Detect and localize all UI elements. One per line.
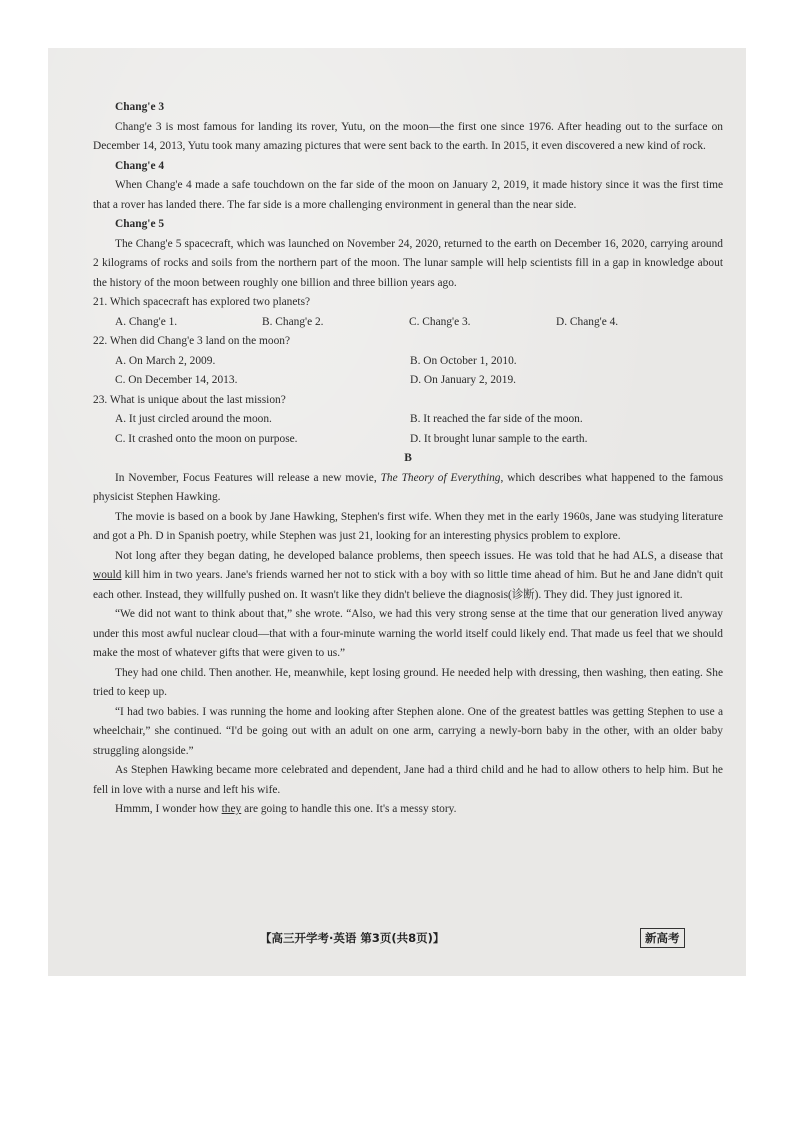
option-21-b: B. Chang'e 2. <box>262 315 324 328</box>
p1-text-before: In November, Focus Features will release a new movie, <box>115 471 381 484</box>
option-22-a: A. On March 2, 2009. <box>115 354 216 367</box>
option-21-c: C. Chang'e 3. <box>409 315 471 328</box>
passage-b-paragraph-4: “We did not want to think about that,” she wrote. “Also, we had this very strong sense at the time that our generation lived anyway under this most awful nuclear cloud—that with a four-minute warning the world itself could likely end. That made us feel that we should make the most of whatever gifts that were given to us.” <box>93 608 723 659</box>
passage-b-paragraph-6: “I had two babies. I was running the home and looking after Stephen alone. One of the greatest battles was getting Stephen to use a wheelchair,” she continued. “I'd be going out with an adult on one arm, carrying a newly-born baby in the other, with an older baby struggling alongside.” <box>93 705 723 757</box>
p8-text-after: are going to handle this one. It's a messy story. <box>241 803 457 815</box>
option-23-c: C. It crashed onto the moon on purpose. <box>115 432 298 445</box>
p1-text-after: , which describes what happened to the famous physicist Stephen Hawking. <box>93 471 723 503</box>
option-21-d: D. Chang'e 4. <box>556 315 619 328</box>
option-23-a: A. It just circled around the moon. <box>115 413 272 425</box>
option-22-c: C. On December 14, 2013. <box>115 374 238 386</box>
option-22-b: B. On October 1, 2010. <box>410 354 517 367</box>
question-23-options-row1 <box>93 410 723 430</box>
option-23-b: B. It reached the far side of the moon. <box>410 413 583 425</box>
p8-text-before: Hmmm, I wonder how <box>115 803 222 815</box>
question-22-options-row1 <box>93 352 723 372</box>
passage-b-paragraph-2: The movie is based on a book by Jane Hawking, Stephen's first wife. When they met in the early 1960s, Jane was studying literature and got a Ph. D in Spanish poetry, while Stephen was just 21, looking for an interesting physics problem to explore. <box>93 510 723 542</box>
section-heading-change3: Chang'e 3 <box>115 101 165 113</box>
question-21-options <box>93 313 723 333</box>
p3-text-after: kill him in two years. Jane's friends warned her not to stick with a boy with so little time ahead of him. But he and Jane didn't quit each other. Instead, they willfully pushed on. It wasn't like they didn't believe the diagnosis(诊断). They did. They just ignored it. <box>93 569 723 601</box>
underlined-they: they <box>221 803 242 815</box>
exam-page <box>48 48 746 976</box>
footer-page-info: 【高三开学考·英语 第3页(共8页)】 <box>260 931 445 945</box>
paragraph-change3: Chang'e 3 is most famous for landing its rover, Yutu, on the moon—the first one since 1976. After heading out to the surface on December 14, 2013, Yutu took many amazing pictures that were sent back to the earth. In 2015, it even discovered a new kind of rock. <box>93 120 723 152</box>
section-b-label: B <box>404 452 412 464</box>
question-22-stem: 22. When did Chang'e 3 land on the moon? <box>93 335 291 347</box>
passage-b-paragraph-5: They had one child. Then another. He, meanwhile, kept losing ground. He needed help with dressing, then washing, then eating. She tried to keep up. <box>93 666 723 698</box>
movie-title: The Theory of Everything <box>380 471 501 484</box>
passage-b-paragraph-1 <box>93 469 723 508</box>
page-content <box>93 98 723 820</box>
passage-b-paragraph-3 <box>93 547 723 606</box>
p3-text-before: Not long after they began dating, he developed balance problems, then speech issues. He was told that he had ALS, a disease that <box>115 549 723 562</box>
footer-exam-tag: 新高考 <box>640 928 685 948</box>
section-heading-change5: Chang'e 5 <box>115 218 165 230</box>
page-footer <box>48 928 746 948</box>
question-23-options-row2 <box>93 430 723 450</box>
option-22-d: D. On January 2, 2019. <box>410 374 516 386</box>
passage-b-paragraph-7: As Stephen Hawking became more celebrated and dependent, Jane had a third child and he had to allow others to help him. But he fell in love with a nurse and left his wife. <box>93 764 723 796</box>
question-23-stem: 23. What is unique about the last mission? <box>93 393 286 406</box>
section-heading-change4: Chang'e 4 <box>115 159 165 172</box>
question-22-options-row2 <box>93 371 723 391</box>
paragraph-change5: The Chang'e 5 spacecraft, which was launched on November 24, 2020, returned to the earth on December 16, 2020, carrying around 2 kilograms of rocks and soils from the northern part of the moon. The lunar sample will help scientists fill in a gap in knowledge about the history of the moon between roughly one billion and three billion years ago. <box>93 237 723 289</box>
question-21-stem: 21. Which spacecraft has explored two planets? <box>93 296 311 308</box>
option-23-d: D. It brought lunar sample to the earth. <box>410 432 588 445</box>
passage-b-paragraph-8 <box>93 800 723 820</box>
option-21-a: A. Chang'e 1. <box>115 315 178 328</box>
underlined-would: would <box>93 569 122 581</box>
paragraph-change4: When Chang'e 4 made a safe touchdown on the far side of the moon on January 2, 2019, it made history since it was the first time that a rover has landed there. The far side is a more challenging environment in general than the near side. <box>93 179 723 211</box>
